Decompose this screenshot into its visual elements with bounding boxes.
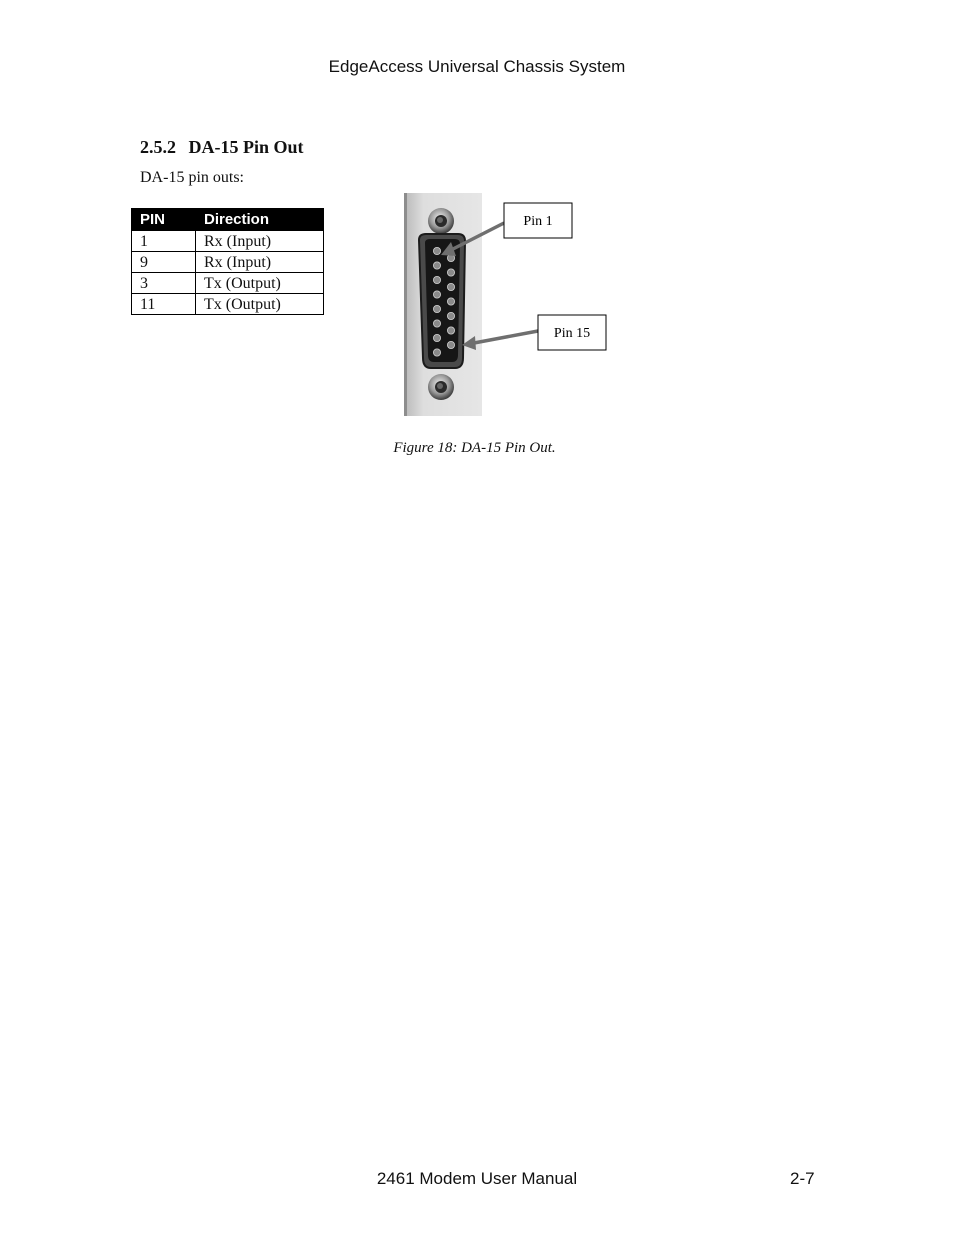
connector-pin [447, 312, 454, 319]
pin-cell: 11 [132, 294, 196, 315]
connector-pin [433, 276, 440, 283]
pin-table [131, 208, 324, 315]
mounting-screw-bottom [428, 374, 454, 400]
table-row [132, 252, 324, 273]
pin15-callout-label: Pin 15 [553, 326, 591, 341]
page-header-title: EdgeAccess Universal Chassis System [328, 57, 626, 76]
direction-cell: Tx (Output) [196, 294, 324, 315]
section-number: 2.5.2 [140, 137, 176, 157]
connector-pin [433, 291, 440, 298]
table-header-row [132, 209, 324, 231]
connector-pin [433, 334, 440, 341]
table-row [132, 273, 324, 294]
connector-pin [433, 262, 440, 269]
connector-pin [447, 341, 454, 348]
da15-connector-figure [390, 190, 630, 420]
column-header-direction: Direction [196, 209, 324, 231]
page-number: 2-7 [790, 1169, 815, 1188]
pin1-callout-label: Pin 1 [523, 214, 553, 229]
table-row [132, 294, 324, 315]
connector-pin [447, 283, 454, 290]
section-heading [140, 137, 304, 158]
section-title: DA-15 Pin Out [188, 137, 304, 157]
connector-pin [447, 327, 454, 334]
mounting-screw-top [428, 208, 454, 234]
connector-pin [433, 320, 440, 327]
pin-cell: 9 [132, 252, 196, 273]
figure-caption [0, 440, 954, 457]
connector-pin [447, 298, 454, 305]
page-footer-title: 2461 Modem User Manual [376, 1169, 578, 1188]
direction-cell: Rx (Input) [196, 231, 324, 252]
connector-pin [433, 349, 440, 356]
table-row [132, 231, 324, 252]
figure-caption-text: Figure 18: DA-15 Pin Out. [393, 440, 556, 456]
connector-pin [433, 305, 440, 312]
pin-cell: 1 [132, 231, 196, 252]
direction-cell: Rx (Input) [196, 252, 324, 273]
direction-cell: Tx (Output) [196, 273, 324, 294]
connector-pin [433, 247, 440, 254]
connector-pin [447, 269, 454, 276]
column-header-pin: PIN [132, 209, 196, 231]
intro-paragraph: DA-15 pin outs: [140, 169, 244, 186]
pin15-leader-line [474, 331, 538, 343]
pin-cell: 3 [132, 273, 196, 294]
